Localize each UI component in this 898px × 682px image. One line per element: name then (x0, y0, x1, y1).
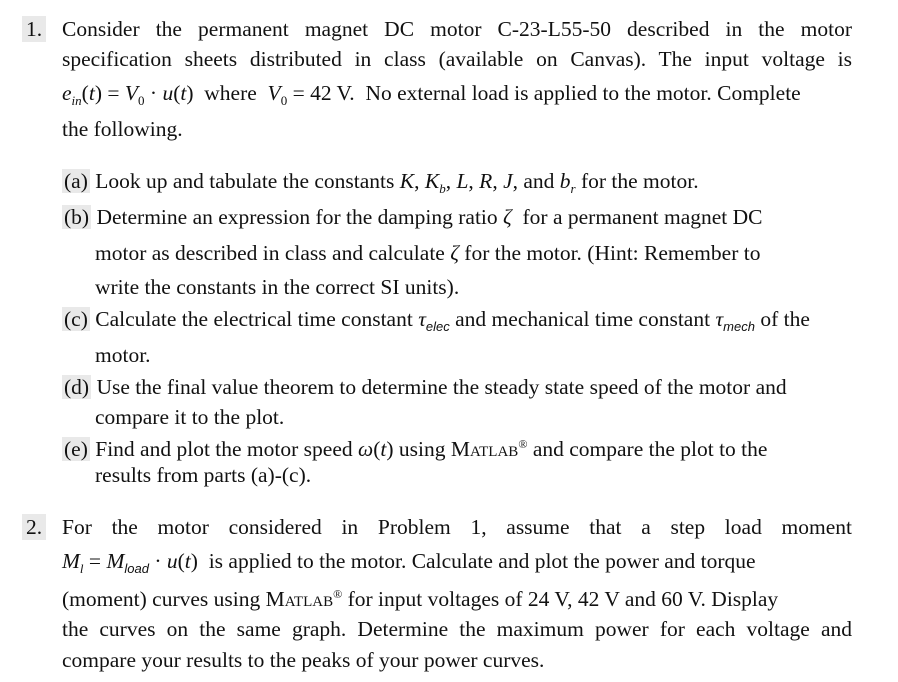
problem-1-number: 1. (22, 16, 46, 42)
problem-1-line-4: the following. (62, 117, 183, 141)
part-b-line-2: motor as described in class and calculate ζ for the motor. (Hint: Remember to (95, 241, 761, 265)
part-b-line-3: write the constants in the correct SI units). (95, 275, 460, 299)
problem-2-line-3: (moment) curves using Matlab® for input voltages of 24 V, 42 V and 60 V. Display (62, 587, 779, 611)
part-c-line-2: motor. (95, 343, 151, 367)
input-voltage-equation: $e_{in}(t) = V_0 \cdot u(t)$ (62, 81, 194, 108)
part-d-line-1: (d) Use the final value theorem to determine the steady state speed of the motor and (64, 375, 787, 399)
problem-2-number: 2. (22, 514, 46, 540)
part-c-line-1: (c) Calculate the electrical time constant $\tau_{elec}$ and mechanical time constant $\tau_{mech}$ of the (64, 307, 810, 334)
part-b-label: (b) (64, 205, 90, 229)
part-a-label: (a) (64, 169, 88, 193)
part-e-label: (e) (64, 437, 88, 461)
part-a: (a) Look up and tabulate the constants K, $K_b$, L, R, J, and $b_r$ for the motor. (64, 169, 699, 196)
part-e-line-1: (e) Find and plot the motor speed ω(t) using Matlab® and compare the plot to the (64, 437, 768, 461)
problem-2-line-5: compare your results to the peaks of your power curves. (62, 648, 545, 672)
part-d-label: (d) (64, 375, 90, 399)
v0-equation: $V_0 = 42$ V. (267, 81, 355, 108)
problem-2-line-1: For the motor considered in Problem 1, assume that a step load moment (62, 515, 852, 539)
problem-1-line-2: specification sheets distributed in class (available on Canvas). The input voltage is (62, 47, 852, 71)
part-b-line-1: (b) Determine an expression for the damping ratio ζ for a permanent magnet DC (64, 205, 763, 229)
problem-2-line-4: the curves on the same graph. Determine the maximum power for each voltage and (62, 617, 852, 641)
part-d-line-2: compare it to the plot. (95, 405, 285, 429)
problem-1-line-3: $e_{in}(t) = V_0 \cdot u(t)$ where $V_0 = 42$ V. No external load is applied to the motor. Complete (62, 81, 801, 108)
problem-2-line-2: $M_l = M_{load} \cdot u(t)$ is applied to the motor. Calculate and plot the power and torque (62, 549, 756, 576)
part-c-label: (c) (64, 307, 88, 331)
problem-1-line-1: Consider the permanent magnet DC motor C-23-L55-50 described in the motor (62, 17, 852, 41)
part-e-line-2: results from parts (a)-(c). (95, 463, 312, 487)
